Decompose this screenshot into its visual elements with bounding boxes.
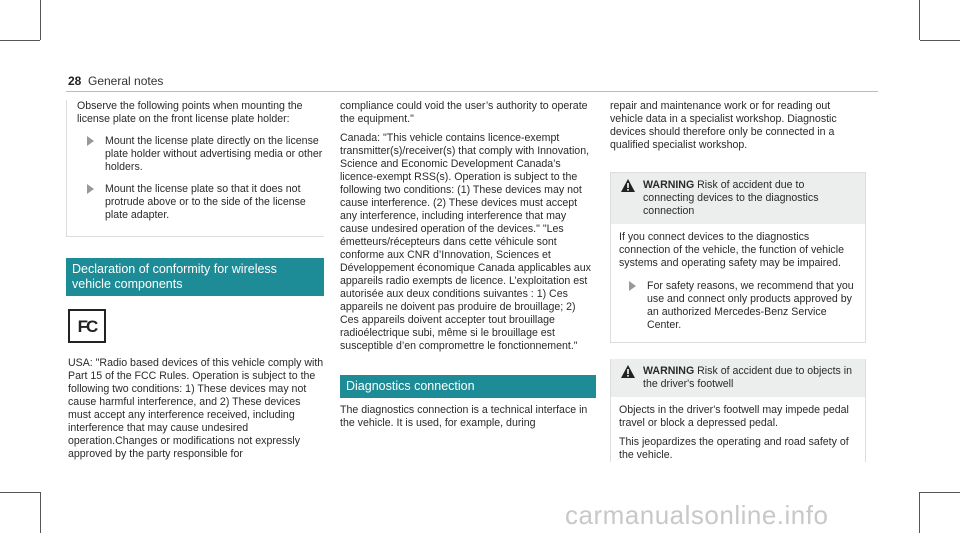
bullet-text: Mount the license plate so that it does not protrude above or to the side of the license plate adapter. (105, 183, 306, 221)
watermark: carmanualsonline.info (565, 500, 829, 530)
arrow-right-icon (629, 281, 636, 291)
mounting-box (66, 100, 324, 237)
warning-text: This jeopardizes the operating and road safety of the vehicle. (619, 436, 849, 461)
diagnostics-text: The diagnostics connection is a technical interface in the vehicle. It is used, for example, during (340, 404, 588, 429)
column-2 (340, 100, 596, 436)
crop-mark (919, 0, 920, 40)
warning-label: WARNING (643, 365, 695, 377)
mounting-intro: Observe the following points when mounting the license plate on the front license plate holder: (77, 100, 303, 125)
fcc-logo-text: FC (77, 316, 97, 336)
warning-header (611, 359, 865, 397)
section-title: General notes (88, 74, 164, 88)
page-number: 28 (68, 74, 82, 88)
usa-statement: USA: "Radio based devices of this vehicle comply with Part 15 of the FCC Rules. Operation is subject to the following two conditions: 1) These devices may not cause harmful interference, and 2) These devices must accept any interference received, including interference that may cause undesired operation.Changes or modifications not expressly approved by the party responsible for (68, 357, 324, 460)
section-heading-diagnostics: Diagnostics connection (340, 375, 596, 398)
repair-text: repair and maintenance work or for reading out vehicle data in a specialist workshop. Diagnostic devices should therefore only be connected in a qualified specialist workshop. (610, 100, 837, 151)
list-item (77, 135, 324, 174)
warning-label: WARNING (643, 179, 695, 191)
crop-mark (0, 40, 40, 41)
header-rule (66, 91, 878, 92)
crop-mark (40, 492, 41, 533)
warning-title: Risk of accident due to connecting devices to the diagnostics connection (643, 179, 819, 217)
warning-body (611, 397, 865, 462)
crop-mark (919, 492, 920, 533)
warning-text: Objects in the driver's footwell may impede pedal travel or block a depressed pedal. (619, 404, 849, 429)
warning-title: Risk of accident due to objects in the driver's footwell (643, 365, 853, 390)
warning-header (611, 173, 865, 224)
crop-mark (920, 492, 960, 493)
column-3 (610, 100, 866, 468)
bullet-text: For safety reasons, we recommend that you use and connect only products approved by an authorized Mercedes-Benz Service Center. (647, 280, 854, 331)
crop-mark (40, 0, 41, 40)
fcc-logo-icon (68, 309, 106, 343)
list-item (619, 280, 857, 332)
crop-mark (0, 492, 40, 493)
warning-body (611, 224, 865, 342)
arrow-right-icon (87, 136, 94, 146)
warning-triangle-icon (621, 179, 635, 192)
crop-mark (920, 40, 960, 41)
warning-text: If you connect devices to the diagnostics connection of the vehicle, the function of vehicle systems and operating safety may be impaired. (619, 231, 844, 269)
warning-box-footwell (610, 359, 866, 462)
canada-statement: Canada: "This vehicle contains licence-exempt transmitter(s)/receiver(s) that comply with Innovation, Science and Economic Development Canada’s licence-exempt RSS(s). Operation is subject to the following two conditions: (1) These devices may not cause interference. (2) These devices must accept any interference, including interference that may cause undesired operation of the devices." "Les émetteurs/récepteurs dans cette véhicule sont conforme aux CNR d’Innovation, Sciences et Développement économique Canada applicables aux appareils radio exempts de licence. L’exploitation est autorisée aux deux conditions suivantes : 1) Ces appareils ne doivent pas produire de brouillage; 2) Ces appareils doivent accepter tout brouillage radioélectrique subi, même si le brouillage est susceptible d’en compromettre le fonctionnement." (340, 132, 591, 352)
warning-triangle-icon (621, 365, 635, 378)
section-heading-conformity: Declaration of conformity for wireless vehicle components (66, 258, 324, 296)
column-1 (66, 100, 324, 467)
list-item (77, 183, 324, 222)
compliance-text: compliance could void the user’s authority to operate the equipment." (340, 100, 588, 125)
arrow-right-icon (87, 184, 94, 194)
bullet-text: Mount the license plate directly on the license plate holder without advertising media or other holders. (105, 135, 323, 173)
warning-box-diagnostics (610, 172, 866, 343)
